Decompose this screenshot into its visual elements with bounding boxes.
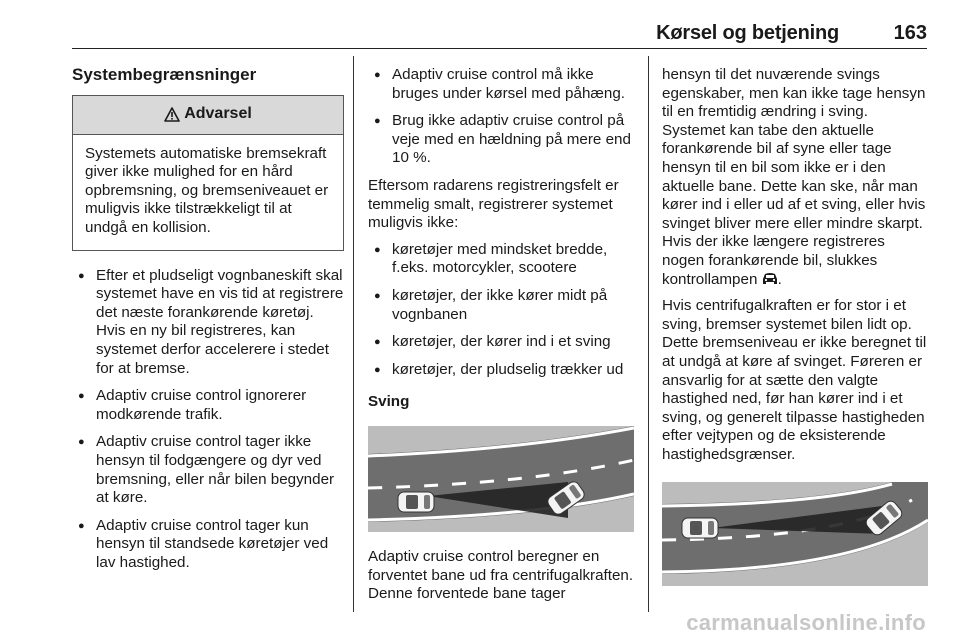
watermark: carmanualsonline.info [686,610,926,635]
curve-diagram [662,482,928,586]
curve-illustration [368,426,634,532]
page-header [72,0,927,49]
list-item: ● køretøjer, der ikke kører midt på vognbanen [368,287,636,324]
vehicle-ahead-icon [762,272,778,286]
paragraph: Hvis centrifugalkraften er for stor i et sving, bremser systemet bilen lidt op. Dette bremseniveau er ikke beregnet til at undgå at køre af svinget. Føreren er ansvarlig for at sætte den valgte hastighed ned, før han kører ind i et sving, og generelt tilpasse hastigheden efter vejtypen og de eksisterende hastighedsgrænser. [662,297,927,463]
column-divider [648,56,649,612]
warning-box [72,95,344,251]
paragraph-text: . [777,270,782,288]
car-icon [682,518,718,538]
list-item: ● Adaptiv cruise control må ikke bruges under kørsel med påhæng. [368,66,636,103]
warning-triangle-icon [164,107,180,122]
chapter-title: Kørsel og betjening [656,22,839,44]
undetected-vehicles-list [368,241,636,380]
list-item: ● køretøjer, der pludselig trækker ud [368,361,636,380]
warning-text: Systemets automatiske bremsekraft giver ikke mulighed for en hård opbremsning, og bremseniveauet er muligvis ikke tilstrækkeligt til at undgå en kollision. [85,144,329,236]
paragraph: Eftersom radarens registreringsfelt er temmelig smalt, registrerer systemet muligvis ikke: [368,176,619,232]
paragraph: Adaptiv cruise control beregner en forventet bane ud fra centrifugalkraften. Denne forventede bane tager [368,547,634,603]
page-number: 163 [893,22,927,44]
limitations-list [72,267,344,573]
limitations-list-continued [368,66,636,168]
curve-illustration [662,482,928,586]
warning-title: Advarsel [184,105,252,123]
column-2 [368,66,636,612]
section-title: Systembegrænsninger [72,65,257,84]
column-1 [72,60,344,581]
list-item: ● køretøjer, der kører ind i et sving [368,333,636,352]
subheading-curve: Sving [368,393,410,411]
list-item: ● Adaptiv cruise control ignorerer modkørende trafik. [72,387,344,424]
paragraph-text: hensyn til det nuværende svings egenskaber, men kan ikke tage hensyn til en fremtidig ændring i sving. Systemet kan tabe den aktuelle forankørende bil af syne eller tage hensyn til en bil som ikke er i den aktuelle bane. Dette kan ske, når man kører ind i eller ud af et sving, eller hvis svinget bliver mere eller mindre skarpt. Hvis der ikke længere registreres nogen forankørende bil, slukkes kontrollampen [662,66,926,288]
list-item: ● Efter et pludseligt vognbaneskift skal systemet have en vis tid at registrere det næste forankørende køretøj. Hvis en ny bil registreres, kan systemet derfor accelerere i stedet for at bremse. [72,267,344,379]
list-item: ● køretøjer med mindsket bredde, f.eks. motorcykler, scootere [368,241,636,278]
column-divider [353,56,354,612]
list-item: ● Brug ikke adaptiv cruise control på veje med en hældning på mere end 10 %. [368,112,636,168]
warning-header [73,96,343,135]
column-3 [662,66,928,602]
curve-diagram [368,426,634,532]
car-icon [398,492,434,512]
list-item: ● Adaptiv cruise control tager ikke hensyn til fodgængere og dyr ved bremsning, eller når bilen begynder at køre. [72,433,344,507]
list-item: ● Adaptiv cruise control tager kun hensyn til standsede køretøjer ved lav hastighed. [72,517,344,573]
paragraph [662,66,928,289]
